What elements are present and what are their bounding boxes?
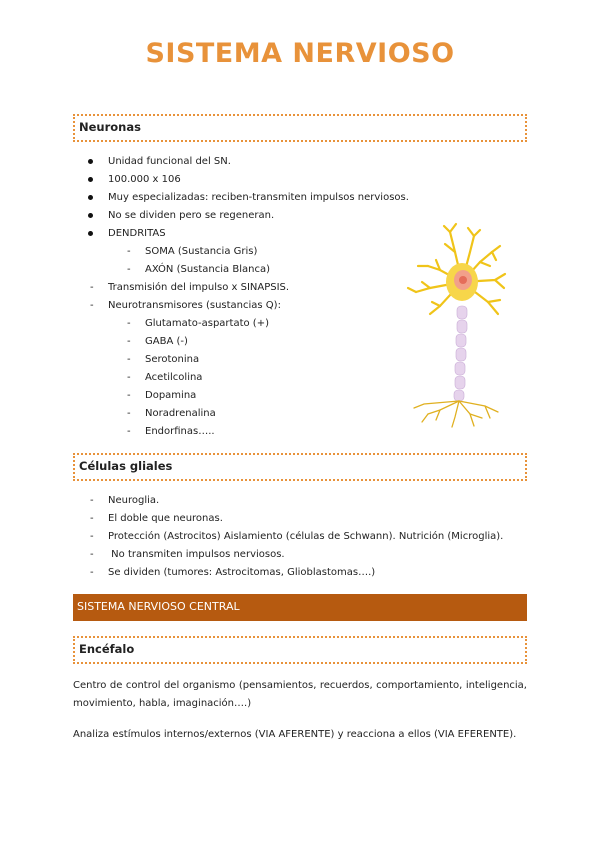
list-item: - Serotonina <box>145 351 269 369</box>
section-bar-label: SISTEMA NERVIOSO CENTRAL <box>77 600 240 613</box>
list-item: - No transmiten impulsos nerviosos. <box>108 546 503 564</box>
dendritas-sublist <box>145 243 270 279</box>
list-item: - Acetilcolina <box>145 369 269 387</box>
axon-icon <box>454 306 467 401</box>
section-heading-label: Encéfalo <box>79 642 135 656</box>
list-item: - El doble que neuronas. <box>108 510 503 528</box>
section-heading-encefalo <box>73 636 527 664</box>
section-heading-label: Células gliales <box>79 459 173 473</box>
list-item: - GABA (-) <box>145 333 269 351</box>
neuronas-dash-list <box>108 279 289 315</box>
section-heading-label: Neuronas <box>79 120 141 134</box>
list-item: Unidad funcional del SN. <box>108 153 409 171</box>
page-title: SISTEMA NERVIOSO <box>145 38 455 69</box>
axon-terminal-icon <box>414 401 498 427</box>
neuronas-list <box>108 153 409 243</box>
celulas-gliales-list <box>108 492 503 582</box>
list-item: - Dopamina <box>145 387 269 405</box>
list-item: - Neurotransmisores (sustancias Q): <box>108 297 289 315</box>
list-item: - SOMA (Sustancia Gris) <box>145 243 270 261</box>
list-item: - Noradrenalina <box>145 405 269 423</box>
list-item: - Transmisión del impulso x SINAPSIS. <box>108 279 289 297</box>
list-item: - AXÓN (Sustancia Blanca) <box>145 261 270 279</box>
list-item: - Se dividen (tumores: Astrocitomas, Glioblastomas….) <box>108 564 503 582</box>
list-item: DENDRITAS <box>108 225 409 243</box>
list-item: No se dividen pero se regeneran. <box>108 207 409 225</box>
encefalo-paragraph-1: Centro de control del organismo (pensamientos, recuerdos, comportamiento, inteligencia, movimiento, habla, imaginación….) <box>73 680 527 709</box>
list-item: Muy especializadas: reciben-transmiten impulsos nerviosos. <box>108 189 409 207</box>
neuron-illustration <box>400 222 510 432</box>
encefalo-paragraph-2: Analiza estímulos internos/externos (VIA AFERENTE) y reacciona a ellos (VIA EFERENTE). <box>73 729 517 740</box>
section-bar-snc <box>73 594 527 621</box>
list-item: 100.000 x 106 <box>108 171 409 189</box>
section-heading-neuronas <box>73 114 527 142</box>
list-item: - Endorfinas….. <box>145 423 269 441</box>
neurotransmisores-list <box>145 315 269 441</box>
list-item: - Neuroglia. <box>108 492 503 510</box>
list-item: - Glutamato-aspartato (+) <box>145 315 269 333</box>
list-item: - Protección (Astrocitos) Aislamiento (células de Schwann). Nutrición (Microglia). <box>108 528 503 546</box>
section-heading-celulas-gliales <box>73 453 527 481</box>
